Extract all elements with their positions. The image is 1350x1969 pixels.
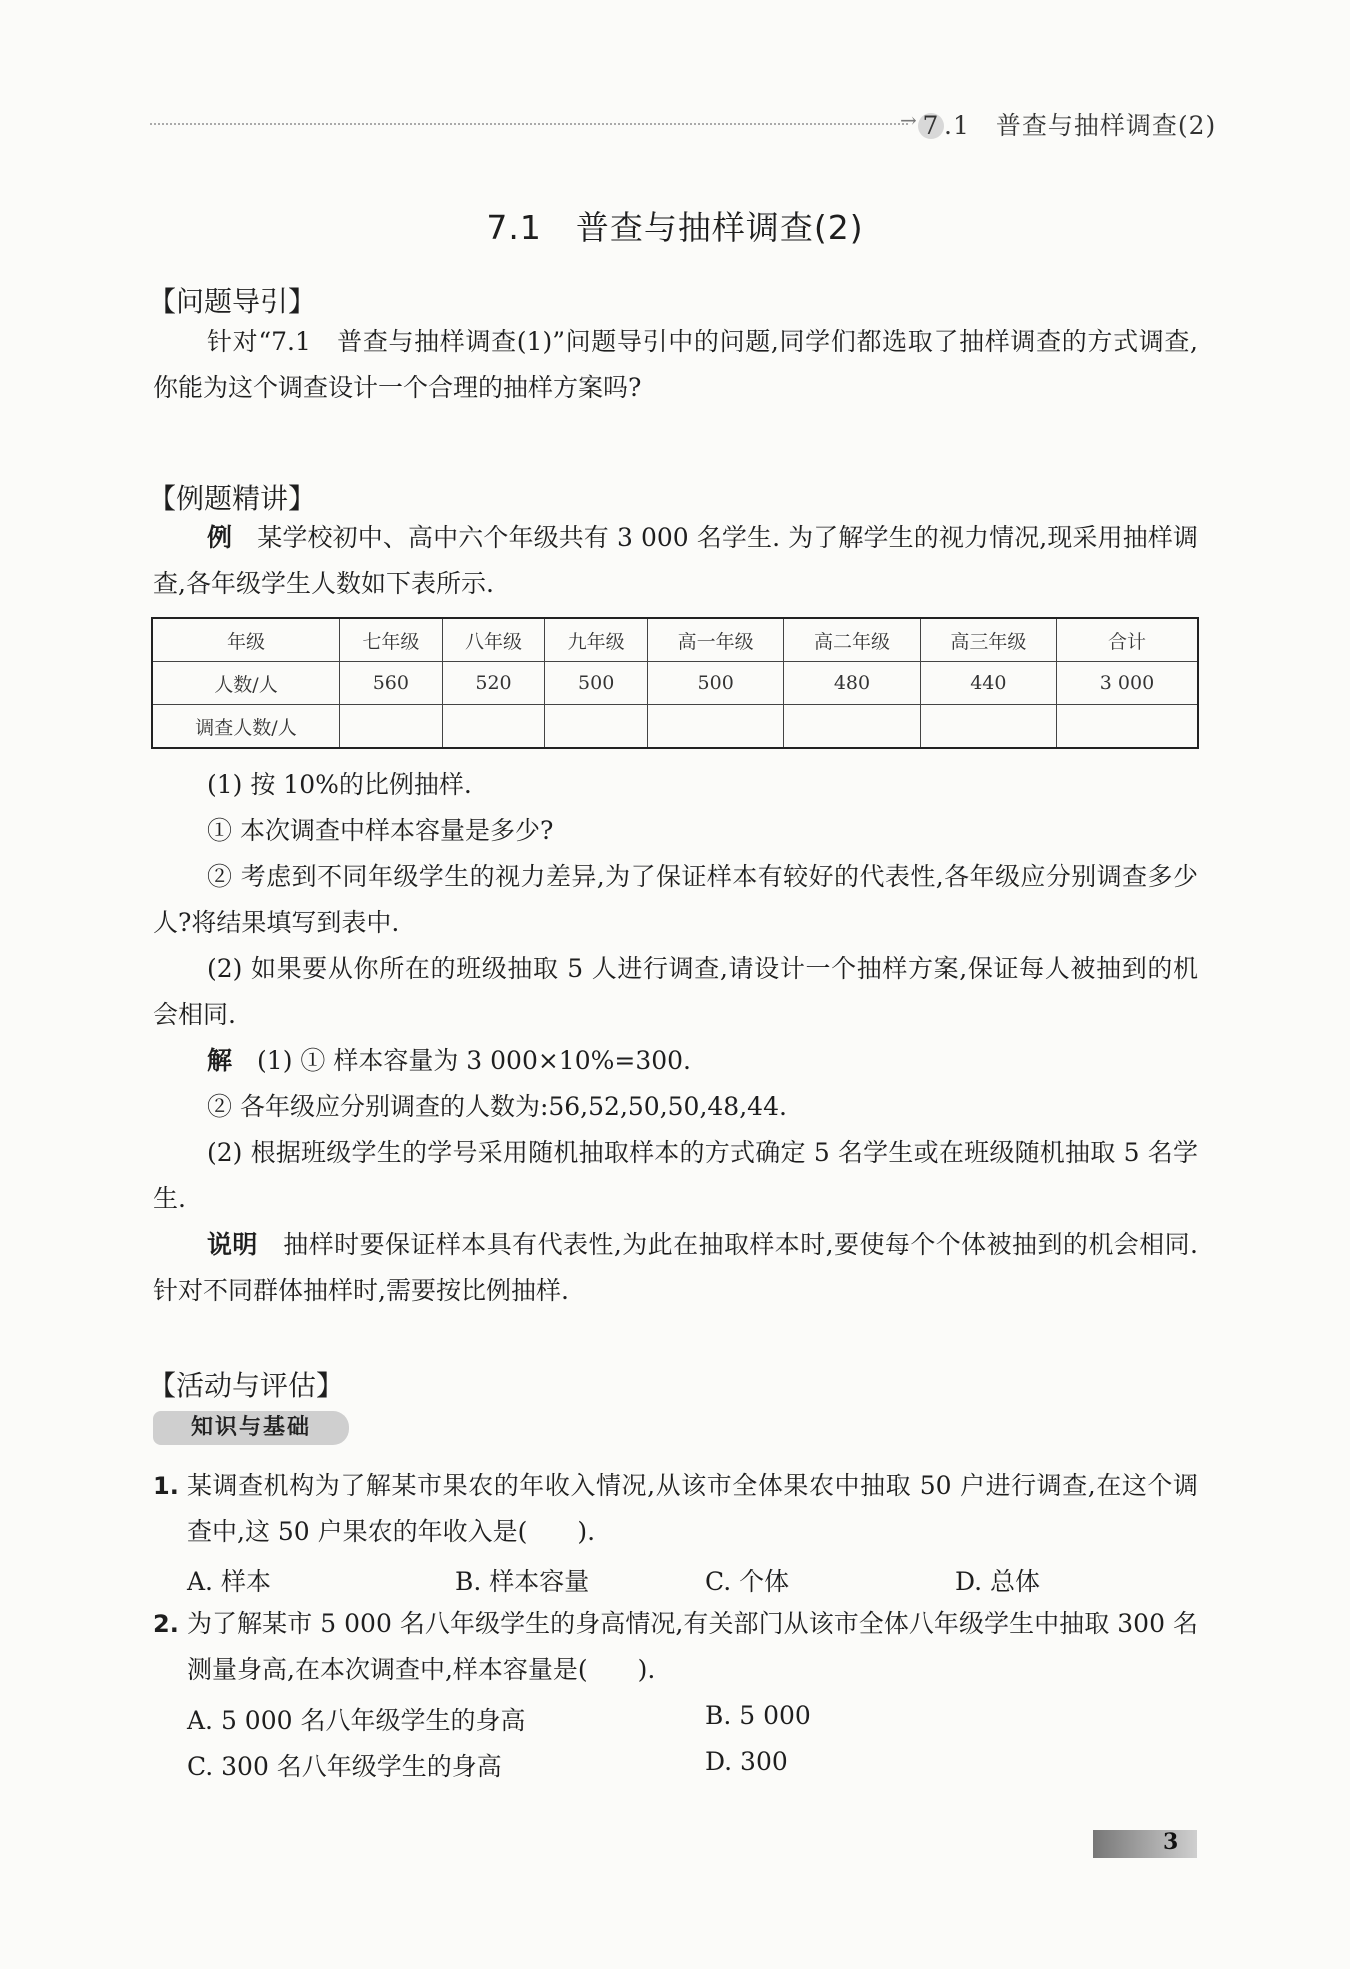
note-text: 抽样时要保证样本具有代表性,为此在抽取样本时,要使每个个体被抽到的机会相同. 针对不同群体抽样时,需要按比例抽样. bbox=[153, 1230, 1198, 1305]
table-cell: 560 bbox=[340, 662, 443, 705]
table-cell: 480 bbox=[784, 662, 920, 705]
table-cell-empty bbox=[340, 705, 443, 749]
table-header-row bbox=[152, 618, 1198, 662]
table-cell-empty bbox=[784, 705, 920, 749]
table-cell-empty bbox=[920, 705, 1056, 749]
table-cell-empty bbox=[545, 705, 648, 749]
table-cell: 440 bbox=[920, 662, 1056, 705]
table-cell-empty bbox=[648, 705, 784, 749]
table-row bbox=[152, 662, 1198, 705]
note-label: 说明 bbox=[207, 1230, 258, 1259]
exercise-1-option-b: B. 样本容量 bbox=[455, 1567, 590, 1596]
solution-2: (2) 根据班级学生的学号采用随机抽取样本的方式确定 5 名学生或在班级随机抽取 5 名学生. bbox=[153, 1138, 1198, 1213]
exercise-2-text: 为了解某市 5 000 名八年级学生的身高情况,有关部门从该市全体八年级学生中抽取 300 名测量身高,在本次调查中,样本容量是( ). bbox=[187, 1609, 1198, 1684]
question-1b: ② 考虑到不同年级学生的视力差异,为了保证样本有较好的代表性,各年级应分别调查多少人?将结果填写到表中. bbox=[153, 862, 1198, 937]
table-header-cell: 合计 bbox=[1057, 618, 1199, 662]
table-cell: 500 bbox=[545, 662, 648, 705]
solution-label: 解 bbox=[207, 1046, 233, 1075]
table-cell: 500 bbox=[648, 662, 784, 705]
exercise-2-option-b: B. 5 000 bbox=[705, 1701, 811, 1730]
exercise-1-option-d: D. 总体 bbox=[955, 1567, 1041, 1596]
exercise-2-option-c: C. 300 名八年级学生的身高 bbox=[187, 1752, 502, 1781]
exercise-1 bbox=[153, 1463, 1198, 1555]
exercise-1-option-a: A. 样本 bbox=[187, 1567, 271, 1596]
table-cell: 3 000 bbox=[1057, 662, 1199, 705]
table-row bbox=[152, 705, 1198, 749]
table-header-cell: 高三年级 bbox=[920, 618, 1056, 662]
table-cell-empty bbox=[1057, 705, 1199, 749]
table-header-cell: 七年级 bbox=[340, 618, 443, 662]
question-1: (1) 按 10%的比例抽样. bbox=[207, 770, 472, 799]
table-cell: 520 bbox=[442, 662, 545, 705]
exercise-1-option-c: C. 个体 bbox=[705, 1567, 790, 1596]
exercise-2 bbox=[153, 1601, 1198, 1693]
table-header-cell: 八年级 bbox=[442, 618, 545, 662]
knowledge-badge: 知识与基础 bbox=[153, 1411, 349, 1445]
question-2: (2) 如果要从你所在的班级抽取 5 人进行调查,请设计一个抽样方案,保证每人被抽到的机会相同. bbox=[153, 954, 1198, 1029]
exercise-1-number: 1. bbox=[153, 1472, 179, 1500]
question-1a: ① 本次调查中样本容量是多少? bbox=[207, 816, 554, 845]
table-header-cell: 高二年级 bbox=[784, 618, 920, 662]
section-intro-heading: 【问题导引】 bbox=[148, 285, 317, 318]
section-activity-heading: 【活动与评估】 bbox=[148, 1369, 345, 1402]
example-text: 某学校初中、高中六个年级共有 3 000 名学生. 为了解学生的视力情况,现采用抽样调查,各年级学生人数如下表所示. bbox=[153, 523, 1198, 598]
grade-table bbox=[151, 617, 1199, 749]
intro-paragraph: 针对“7.1 普查与抽样调查(1)”问题导引中的问题,同学们都选取了抽样调查的方式调查,你能为这个调查设计一个合理的抽样方案吗? bbox=[153, 327, 1198, 402]
solution-1-text: (1) ① 样本容量为 3 000×10%=300. bbox=[257, 1046, 691, 1075]
header-text: .1 普查与抽样调查(2) bbox=[944, 111, 1217, 140]
header-rule bbox=[150, 123, 908, 125]
exercise-1-text: 某调查机构为了解某市果农的年收入情况,从该市全体果农中抽取 50 户进行调查,在这个调查中,这 50 户果农的年收入是( ). bbox=[187, 1471, 1198, 1546]
table-header-cell: 九年级 bbox=[545, 618, 648, 662]
table-header-cell: 高一年级 bbox=[648, 618, 784, 662]
table-row-label: 人数/人 bbox=[152, 662, 340, 705]
table-row-label: 调查人数/人 bbox=[152, 705, 340, 749]
page-title: 7.1 普查与抽样调查(2) bbox=[486, 208, 864, 247]
note-paragraph bbox=[153, 1222, 1198, 1314]
header-circle-number: 7 bbox=[918, 113, 944, 139]
arrow-right-icon: → bbox=[900, 108, 917, 132]
page-number-bar bbox=[1093, 1830, 1197, 1858]
exercise-2-option-a: A. 5 000 名八年级学生的身高 bbox=[187, 1706, 526, 1735]
page-number: 3 bbox=[1163, 1829, 1179, 1855]
solution-1b: ② 各年级应分别调查的人数为:56,52,50,50,48,44. bbox=[207, 1092, 787, 1121]
exercise-2-option-d: D. 300 bbox=[705, 1747, 788, 1776]
table-cell-empty bbox=[442, 705, 545, 749]
running-header bbox=[918, 106, 1216, 142]
table-header-cell: 年级 bbox=[152, 618, 340, 662]
section-example-heading: 【例题精讲】 bbox=[148, 482, 317, 515]
example-paragraph bbox=[153, 515, 1198, 607]
example-label: 例 bbox=[207, 523, 233, 552]
exercise-2-number: 2. bbox=[153, 1610, 179, 1638]
solution-1 bbox=[153, 1038, 1198, 1084]
